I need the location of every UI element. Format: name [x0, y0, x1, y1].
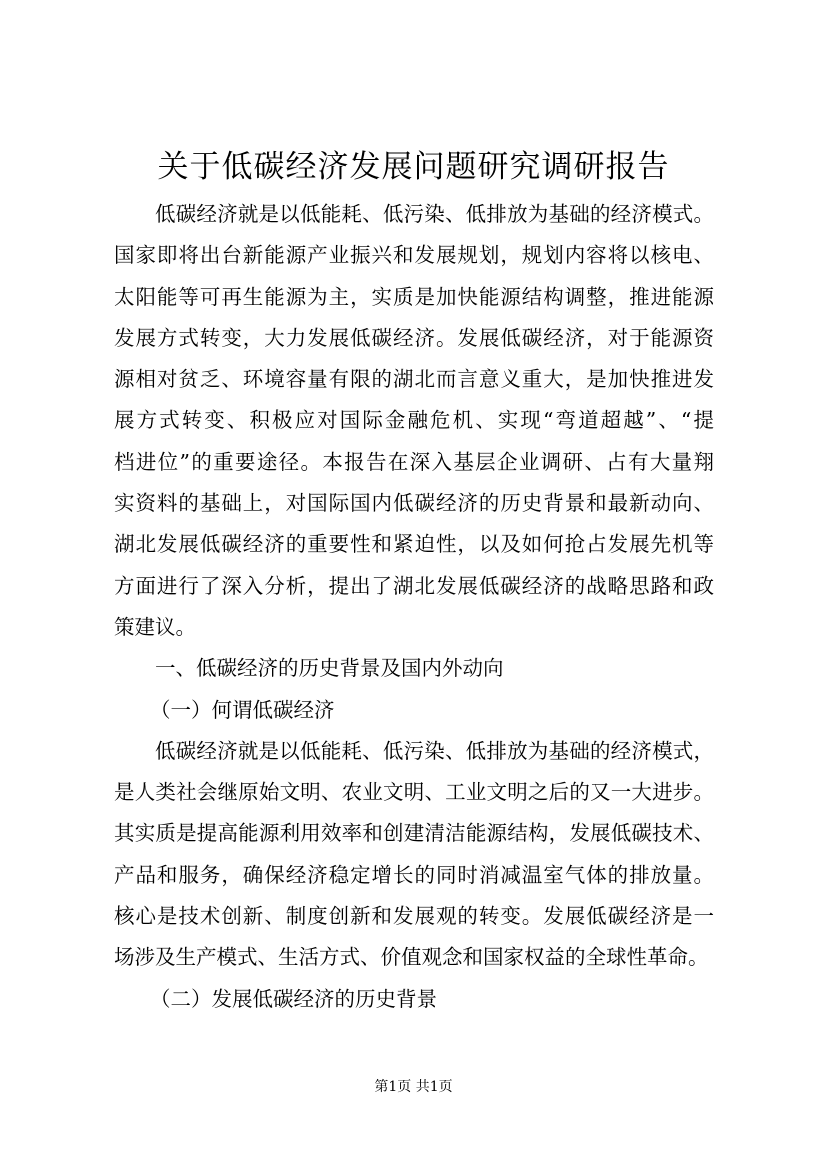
document-title: 关于低碳经济发展问题研究调研报告 — [157, 149, 670, 185]
paragraph-line: 湖北发展低碳经济的重要性和紧迫性，以及如何抢占发展先机等 — [114, 532, 714, 557]
paragraph-line: 档进位”的重要途径。本报告在深入基层企业调研、占有大量翔 — [114, 449, 714, 474]
paragraph-line: 低碳经济就是以低能耗、低污染、低排放为基础的经济模式， — [155, 738, 714, 763]
paragraph-line: 其实质是提高能源利用效率和创建清洁能源结构，发展低碳技术、 — [114, 821, 714, 846]
paragraph-line: 太阳能等可再生能源为主，实质是加快能源结构调整，推进能源 — [114, 284, 714, 309]
paragraph-line: 产品和服务，确保经济稳定增长的同时消减温室气体的排放量。 — [114, 862, 714, 887]
page-footer: 第1页 共1页 — [374, 1079, 453, 1095]
paragraph-line: 实资料的基础上，对国际国内低碳经济的历史背景和最新动向、 — [114, 491, 714, 516]
section-heading-1: 一、低碳经济的历史背景及国内外动向 — [155, 656, 504, 681]
paragraph-line: 国家即将出台新能源产业振兴和发展规划，规划内容将以核电、 — [114, 243, 714, 268]
paragraph-1 — [114, 194, 714, 648]
paragraph-line: 低碳经济就是以低能耗、低污染、低排放为基础的经济模式。 — [155, 202, 714, 226]
paragraph-line: 场涉及生产模式、生活方式、价值观念和国家权益的全球性革命。 — [114, 945, 709, 970]
document-body — [114, 194, 714, 1020]
subsection-heading-2: （二）发展低碳经济的历史背景 — [150, 986, 437, 1011]
paragraph-line: 是人类社会继原始文明、农业文明、工业文明之后的又一大进步。 — [114, 780, 714, 805]
paragraph-line: 策建议。 — [114, 614, 196, 639]
paragraph-line: 源相对贫乏、环境容量有限的湖北而言意义重大，是加快推进发 — [114, 367, 714, 392]
paragraph-line: 展方式转变、积极应对国际金融危机、实现“弯道超越”、“提 — [114, 408, 714, 433]
paragraph-2 — [114, 731, 714, 979]
paragraph-line: 发展方式转变，大力发展低碳经济。发展低碳经济，对于能源资 — [114, 325, 714, 350]
paragraph-line: 核心是技术创新、制度创新和发展观的转变。发展低碳经济是一 — [114, 904, 714, 929]
subsection-heading-1: （一）何谓低碳经济 — [150, 697, 335, 722]
paragraph-line: 方面进行了深入分析，提出了湖北发展低碳经济的战略思路和政 — [114, 573, 714, 598]
